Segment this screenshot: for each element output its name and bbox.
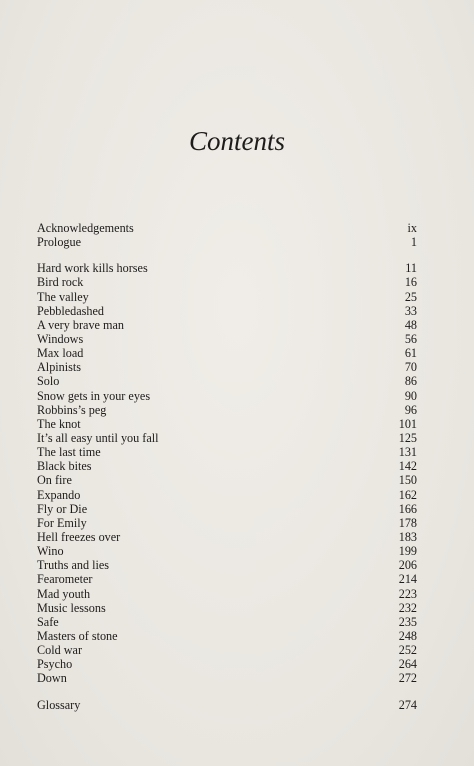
front-matter-list <box>37 221 417 249</box>
toc-entry-title: Pebbledashed <box>37 303 105 318</box>
toc-entry-title: On fire <box>37 473 72 488</box>
toc-entry-page: 178 <box>398 515 417 530</box>
toc-entry <box>37 332 417 346</box>
chapter-list <box>37 261 417 685</box>
toc-entry-page: 48 <box>404 317 417 332</box>
toc-entry <box>37 290 417 304</box>
toc-entry-title: Windows <box>37 331 84 346</box>
toc-entry-page: 142 <box>398 459 417 474</box>
toc-entry-page: 252 <box>398 643 417 658</box>
toc-entry <box>37 587 417 601</box>
toc-entry-page: 86 <box>404 374 417 389</box>
toc-entry-title: Prologue <box>37 235 82 250</box>
toc-entry-page: 223 <box>398 586 417 601</box>
toc-entry-page: 56 <box>404 331 417 346</box>
toc-entry-page: 125 <box>398 430 417 445</box>
toc-entry-page: 61 <box>404 346 417 361</box>
toc-entry <box>37 275 417 289</box>
toc-entry <box>37 473 417 487</box>
toc-entry-page: 1 <box>410 235 417 250</box>
toc-entry-title: A very brave man <box>37 317 124 332</box>
toc-entry-title: Masters of stone <box>37 628 118 643</box>
toc-entry-title: The knot <box>37 416 81 431</box>
toc-entry <box>37 221 417 235</box>
toc-entry-page: 199 <box>398 544 417 559</box>
toc-entry-page: 162 <box>398 487 417 502</box>
toc-entry <box>37 304 417 318</box>
toc-entry <box>37 235 417 249</box>
toc-entry-title: Cold war <box>37 643 83 658</box>
table-of-contents <box>37 221 417 712</box>
toc-entry-title: Music lessons <box>37 600 106 615</box>
toc-entry-page: 206 <box>398 558 417 573</box>
toc-entry-page: 96 <box>404 402 417 417</box>
toc-entry-title: Robbins’s peg <box>37 402 107 417</box>
toc-entry-title: Acknowledgements <box>37 221 134 235</box>
toc-entry-title: Wino <box>37 544 64 559</box>
toc-entry <box>37 572 417 586</box>
toc-entry-title: Mad youth <box>37 586 91 601</box>
toc-entry-title: Glossary <box>37 697 81 712</box>
toc-entry <box>37 374 417 388</box>
toc-entry-title: The valley <box>37 289 89 304</box>
toc-entry <box>37 459 417 473</box>
toc-entry-title: It’s all easy until you fall <box>37 430 159 445</box>
back-matter-list <box>37 698 417 712</box>
toc-entry-title: Fearometer <box>37 572 93 587</box>
toc-entry-title: Snow gets in your eyes <box>37 388 151 403</box>
toc-entry-page: 131 <box>398 445 417 460</box>
toc-entry <box>37 417 417 431</box>
toc-entry-page: 264 <box>398 657 417 672</box>
toc-entry <box>37 389 417 403</box>
toc-entry-page: 33 <box>404 303 417 318</box>
toc-entry <box>37 360 417 374</box>
toc-entry-title: For Emily <box>37 515 87 530</box>
toc-entry-page: 166 <box>398 501 417 516</box>
toc-entry <box>37 615 417 629</box>
toc-entry-page: 16 <box>404 275 417 290</box>
toc-entry-page: 274 <box>398 697 417 712</box>
toc-entry-title: Black bites <box>37 459 92 474</box>
toc-entry-page: 90 <box>404 388 417 403</box>
toc-entry <box>37 601 417 615</box>
toc-entry <box>37 318 417 332</box>
toc-entry-title: Safe <box>37 614 59 629</box>
toc-entry <box>37 445 417 459</box>
toc-entry <box>37 558 417 572</box>
toc-entry-page: 25 <box>404 289 417 304</box>
toc-entry <box>37 629 417 643</box>
toc-entry-title: Fly or Die <box>37 501 88 516</box>
toc-entry <box>37 657 417 671</box>
page-title: Contents <box>188 126 285 156</box>
toc-entry-title: Solo <box>37 374 60 389</box>
toc-entry-title: Expando <box>37 487 81 502</box>
toc-entry-page: 70 <box>404 360 417 375</box>
toc-entry-title: Hell freezes over <box>37 529 121 544</box>
toc-entry <box>37 530 417 544</box>
toc-entry-title: Truths and lies <box>37 558 110 573</box>
toc-entry <box>37 403 417 417</box>
toc-entry <box>37 516 417 530</box>
toc-entry-page: 235 <box>398 614 417 629</box>
toc-entry <box>37 261 417 275</box>
toc-entry <box>37 544 417 558</box>
toc-entry <box>37 643 417 657</box>
toc-entry-title: Psycho <box>37 657 73 672</box>
toc-entry <box>37 431 417 445</box>
toc-entry-page: 11 <box>405 261 417 276</box>
toc-entry-title: Max load <box>37 346 84 361</box>
toc-entry-title: Alpinists <box>37 360 82 375</box>
toc-entry-page: 150 <box>398 473 417 488</box>
toc-entry <box>37 488 417 502</box>
toc-entry-page: 214 <box>398 572 417 587</box>
toc-entry-title: Hard work kills horses <box>37 261 148 276</box>
toc-entry-title: Bird rock <box>37 275 84 290</box>
toc-entry-title: Down <box>37 671 67 686</box>
toc-entry-page: 248 <box>398 628 417 643</box>
toc-entry <box>37 698 417 712</box>
toc-entry <box>37 502 417 516</box>
toc-entry-page: 101 <box>398 416 417 431</box>
toc-entry-page: 272 <box>398 671 417 686</box>
toc-entry-page: 183 <box>398 529 417 544</box>
toc-entry <box>37 671 417 685</box>
toc-entry-page: ix <box>407 221 417 235</box>
toc-entry-page: 232 <box>398 600 417 615</box>
toc-entry-title: The last time <box>37 445 101 460</box>
toc-entry <box>37 346 417 360</box>
